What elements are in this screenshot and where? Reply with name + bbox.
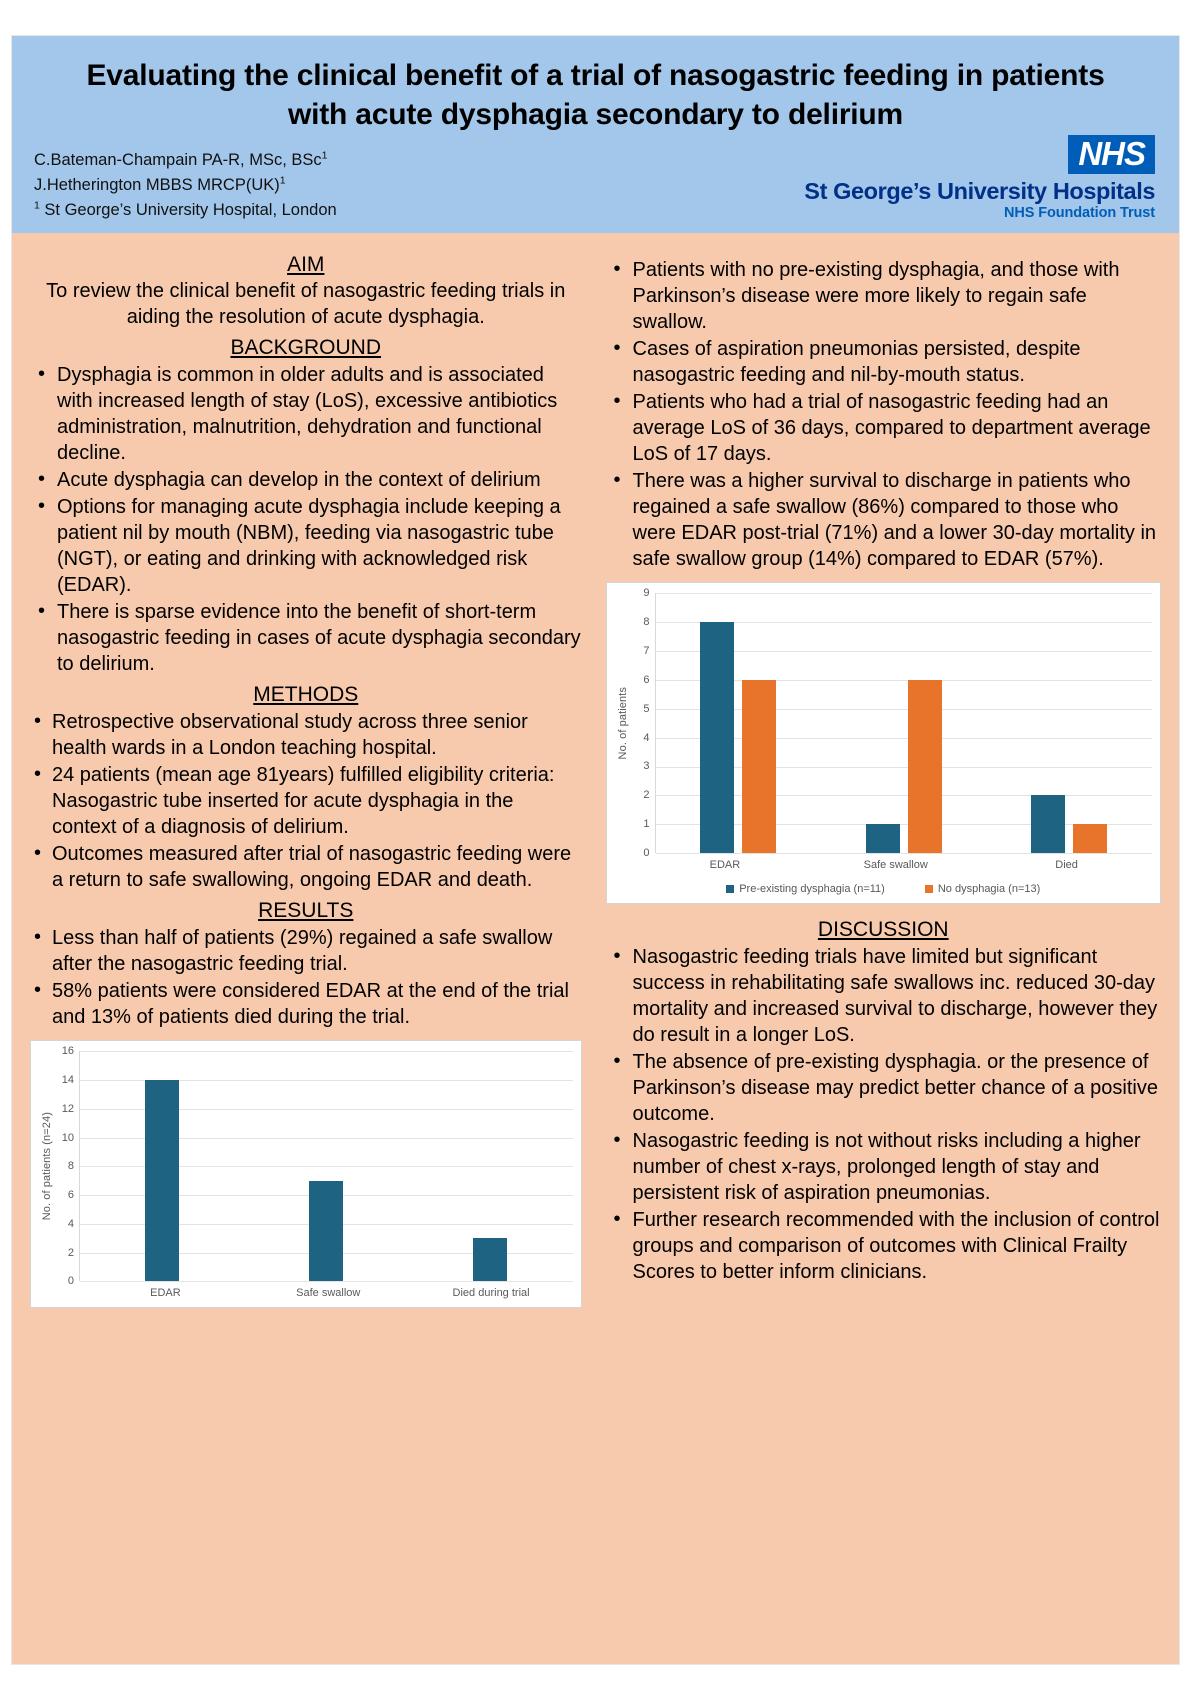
chart1-x-labels [639, 853, 1153, 871]
author-line-2 [34, 173, 654, 198]
bar [866, 824, 900, 853]
legend-entry-series-0 [726, 883, 885, 895]
bar-group [821, 593, 987, 853]
chart2-bars [80, 1051, 573, 1281]
legend-entry-series-1 [925, 883, 1040, 895]
section-heading-methods: METHODS [253, 683, 359, 707]
list-item: • There is sparse evidence into the benefit of short-term nasogastric feeding in cases of acute dysphagia secondary to delirium. [30, 599, 582, 677]
nhs-logo-icon: NHS [1068, 135, 1155, 174]
list-item: • There was a higher survival to discharge in patients who regained a safe swallow (86%) compared to those who were EDAR post-trial (71%) and a lower 30-day mortality in safe swallow group (14%) compared to EDAR (57%). [606, 468, 1162, 572]
results-bullet-list [30, 925, 582, 1030]
chart1-plot-area [655, 593, 1153, 853]
bar-group [656, 593, 822, 853]
list-item: • Outcomes measured after trial of nasogastric feeding were a return to safe swallowing, ongoing EDAR and death. [30, 841, 582, 893]
discussion-bullet-list [606, 944, 1162, 1285]
affiliation-marker: 1 [34, 199, 40, 212]
bar-group [244, 1051, 408, 1281]
bar [145, 1080, 179, 1281]
nhs-logo-block [804, 135, 1155, 224]
page-title: Evaluating the clinical benefit of a trial of nasogastric feeding in patients with acute dysphagia secondary to delirium [86, 59, 1105, 131]
x-tick-label: Safe swallow [296, 1287, 361, 1300]
list-item: • 58% patients were considered EDAR at the end of the trial and 13% of patients died during the trial. [30, 978, 582, 1030]
poster-canvas [11, 35, 1180, 1665]
list-item: • 24 patients (mean age 81years) fulfilled eligibility criteria: Nasogastric tube inserted for acute dysphagia in the context of a diagnosis of delirium. [30, 762, 582, 840]
legend-label: Pre-existing dysphagia (n=11) [739, 883, 885, 896]
list-item: • Options for managing acute dysphagia include keeping a patient nil by mouth (NBM), feeding via nasogastric tube (NGT), or eating and drinking with acknowledged risk (EDAR). [30, 494, 582, 598]
author-line-1 [34, 148, 654, 173]
bar [1073, 824, 1107, 853]
chart2-y-axis-title: No. of patients (n=24) [41, 1112, 53, 1221]
bar-group [987, 593, 1153, 853]
section-heading-discussion: DISCUSSION [817, 918, 949, 942]
legend-swatch-icon [925, 885, 933, 893]
legend-swatch-icon [726, 885, 734, 893]
trust-subtitle: NHS Foundation Trust [1003, 205, 1155, 222]
list-item: • Dysphagia is common in older adults and is associated with increased length of stay (LoS), excessive antibiotics administration, malnutrition, dehydration and functional decline. [30, 362, 582, 466]
bar [473, 1238, 507, 1281]
list-item: • Patients with no pre-existing dysphagia, and those with Parkinson’s disease were more likely to regain safe swallow. [606, 257, 1162, 335]
list-item: • Retrospective observational study across three senior health wards in a London teaching hospital. [30, 709, 582, 761]
list-item: • Acute dysphagia can develop in the context of delirium [30, 467, 582, 493]
chart1-y-axis-title: No. of patients [616, 687, 629, 760]
gridline [80, 1281, 573, 1282]
section-heading-background: BACKGROUND [230, 336, 382, 360]
chart2-x-labels [83, 1281, 573, 1299]
chart1-bars [656, 593, 1153, 853]
poster-body [12, 233, 1179, 1308]
list-item: • Further research recommended with the inclusion of control groups and comparison of outcomes with Clinical Frailty Scores to better inform clinicians. [606, 1207, 1162, 1285]
chart1-legend [615, 871, 1153, 895]
poster-header [12, 36, 1179, 233]
affiliation-line [34, 198, 654, 223]
bar [742, 680, 776, 853]
list-item: • Cases of aspiration pneumonias persisted, despite nasogastric feeding and nil-by-mouth status. [606, 336, 1162, 388]
list-item: • Nasogastric feeding trials have limited but significant success in rehabilitating safe swallows inc. reduced 30-day mortality and increased survival to discharge, however they do result in a longer LoS. [606, 944, 1162, 1048]
list-item: • Less than half of patients (29%) regained a safe swallow after the nasogastric feeding trial. [30, 925, 582, 977]
x-tick-label: Safe swallow [863, 859, 928, 872]
x-tick-label: Died [1055, 859, 1078, 872]
trust-name: St George’s University Hospitals [804, 177, 1155, 204]
chart-outcome-by-dysphagia-history [606, 582, 1162, 904]
chart2-y-ticks: 16 14 12 10 8 6 4 2 0 [61, 1045, 74, 1288]
author-1-affiliation-marker: 1 [321, 149, 328, 162]
author-2-name: J.Hetherington MBBS MRCP(UK) [34, 176, 280, 195]
list-item: • The absence of pre-existing dysphagia. or the presence of Parkinson’s disease may predict better chance of a positive outcome. [606, 1049, 1162, 1127]
aim-text: To review the clinical benefit of nasogastric feeding trials in aiding the resolution of acute dysphagia. [46, 280, 566, 328]
chart1-y-ticks: 9 8 7 6 5 4 3 2 1 0 [643, 587, 650, 860]
chart2-plot-area [79, 1051, 573, 1281]
bar [1031, 795, 1065, 853]
author-2-affiliation-marker: 1 [279, 174, 286, 187]
findings-bullet-list [606, 257, 1162, 572]
list-item: • Patients who had a trial of nasogastric feeding had an average LoS of 36 days, compared to department average LoS of 17 days. [606, 389, 1162, 467]
author-block [34, 148, 654, 223]
affiliation-text: St George’s University Hospital, London [39, 201, 337, 220]
background-bullet-list [30, 362, 582, 677]
right-column [596, 247, 1170, 1308]
methods-bullet-list [30, 709, 582, 893]
left-column [22, 247, 596, 1308]
bar-group [80, 1051, 244, 1281]
bar [309, 1181, 343, 1282]
bar [908, 680, 942, 853]
bar [700, 622, 734, 853]
section-heading-results: RESULTS [258, 899, 354, 923]
legend-label: No dysphagia (n=13) [937, 883, 1041, 896]
author-1-name: C.Bateman-Champain PA-R, MSc, BSc [34, 151, 322, 169]
bar-group [408, 1051, 572, 1281]
list-item: • Nasogastric feeding is not without risks including a higher number of chest x-rays, prolonged length of stay and persistent risk of aspiration pneumonias. [606, 1128, 1162, 1206]
x-tick-label: Died during trial [452, 1287, 530, 1300]
section-heading-aim: AIM [287, 253, 325, 277]
x-tick-label: EDAR [709, 859, 741, 872]
gridline [656, 853, 1153, 854]
chart-outcomes-after-ngt-trial [30, 1040, 582, 1308]
x-tick-label: EDAR [150, 1287, 181, 1300]
